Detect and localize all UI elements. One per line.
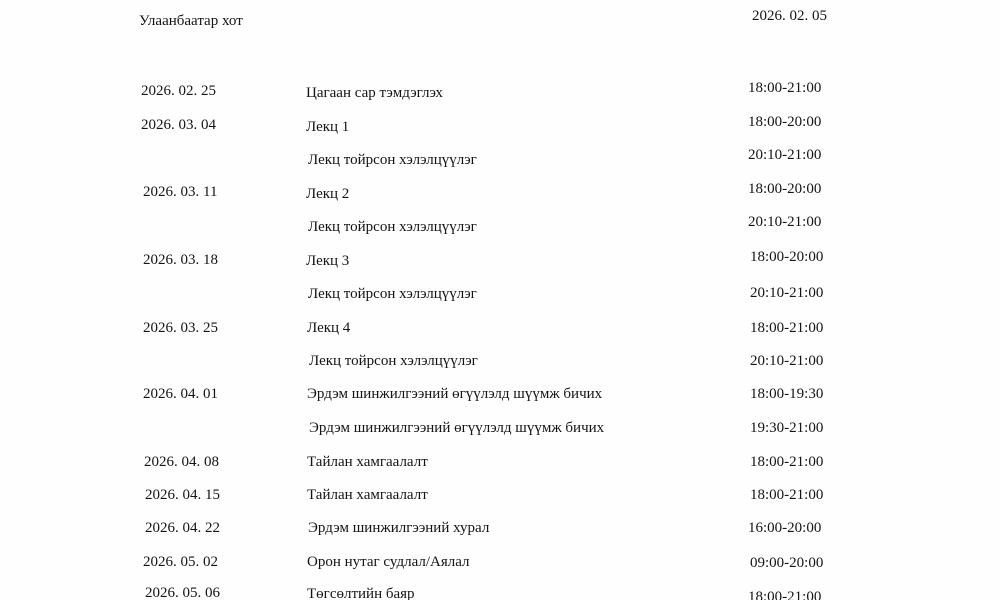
schedule-event: Лекц 3 <box>306 253 350 269</box>
schedule-event: Эрдэм шинжилгээний өгүүлэлд шүүмж бичих <box>307 386 603 402</box>
schedule-time: 18:00-21:00 <box>748 589 822 600</box>
schedule-row <box>0 582 1000 600</box>
schedule-row <box>0 214 1000 236</box>
schedule-event: Эрдэм шинжилгээний өгүүлэлд шүүмж бичих <box>309 420 605 436</box>
schedule-date: 2026. 04. 01 <box>143 386 218 402</box>
header-city: Улаанбаатар хот <box>139 13 243 29</box>
schedule-date: 2026. 04. 22 <box>145 520 220 536</box>
schedule-time: 16:00-20:00 <box>748 520 822 536</box>
schedule-event: Цагаан сар тэмдэглэх <box>306 85 443 101</box>
schedule-event: Лекц 2 <box>306 186 350 202</box>
schedule-date: 2026. 03. 18 <box>143 252 218 268</box>
schedule-time: 20:10-21:00 <box>748 214 822 230</box>
header-date: 2026. 02. 05 <box>752 8 827 24</box>
schedule-time: 20:10-21:00 <box>748 147 822 163</box>
schedule-row <box>0 350 1000 372</box>
schedule-row <box>0 147 1000 169</box>
schedule-time: 18:00-21:00 <box>750 454 824 470</box>
schedule-date: 2026. 03. 25 <box>143 320 218 336</box>
schedule-time: 18:00-20:00 <box>748 181 822 197</box>
schedule-event: Лекц тойрсон хэлэлцүүлэг <box>308 219 477 235</box>
schedule-row <box>0 249 1000 271</box>
schedule-date: 2026. 05. 06 <box>145 585 220 600</box>
schedule-event: Лекц тойрсон хэлэлцүүлэг <box>309 353 478 369</box>
schedule-row <box>0 417 1000 439</box>
schedule-time: 18:00-21:00 <box>750 487 824 503</box>
schedule-row <box>0 114 1000 136</box>
schedule-date: 2026. 02. 25 <box>141 83 216 99</box>
schedule-time: 20:10-21:00 <box>750 353 824 369</box>
schedule-date: 2026. 05. 02 <box>143 554 218 570</box>
schedule-row <box>0 517 1000 539</box>
schedule-event: Орон нутаг судлал/Аялал <box>307 554 470 570</box>
schedule-event: Лекц тойрсон хэлэлцүүлэг <box>308 152 477 168</box>
schedule-time: 09:00-20:00 <box>750 555 824 571</box>
schedule-row <box>0 484 1000 506</box>
schedule-date: 2026. 04. 15 <box>145 487 220 503</box>
schedule-row <box>0 451 1000 473</box>
schedule-date: 2026. 04. 08 <box>144 454 219 470</box>
schedule-time: 18:00-20:00 <box>750 249 824 265</box>
schedule-row <box>0 552 1000 574</box>
schedule-event: Тайлан хамгаалалт <box>307 454 428 470</box>
schedule-event: Лекц 1 <box>306 119 350 135</box>
schedule-event: Лекц тойрсон хэлэлцүүлэг <box>308 286 477 302</box>
schedule-row <box>0 283 1000 305</box>
schedule-row <box>0 383 1000 405</box>
schedule-time: 20:10-21:00 <box>750 285 824 301</box>
schedule-time: 18:00-19:30 <box>750 386 824 402</box>
schedule-date: 2026. 03. 04 <box>141 117 216 133</box>
schedule-event: Төгсөлтийн баяр <box>307 586 415 600</box>
schedule-event: Эрдэм шинжилгээний хурал <box>308 520 490 536</box>
schedule-time: 19:30-21:00 <box>750 420 824 436</box>
schedule-row <box>0 317 1000 339</box>
schedule-time: 18:00-21:00 <box>750 320 824 336</box>
schedule-event: Лекц 4 <box>307 320 351 336</box>
schedule-row <box>0 80 1000 102</box>
schedule-date: 2026. 03. 11 <box>143 184 218 200</box>
schedule-row <box>0 181 1000 203</box>
schedule-time: 18:00-20:00 <box>748 114 822 130</box>
schedule-time: 18:00-21:00 <box>748 80 822 96</box>
schedule-event: Тайлан хамгаалалт <box>307 487 428 503</box>
